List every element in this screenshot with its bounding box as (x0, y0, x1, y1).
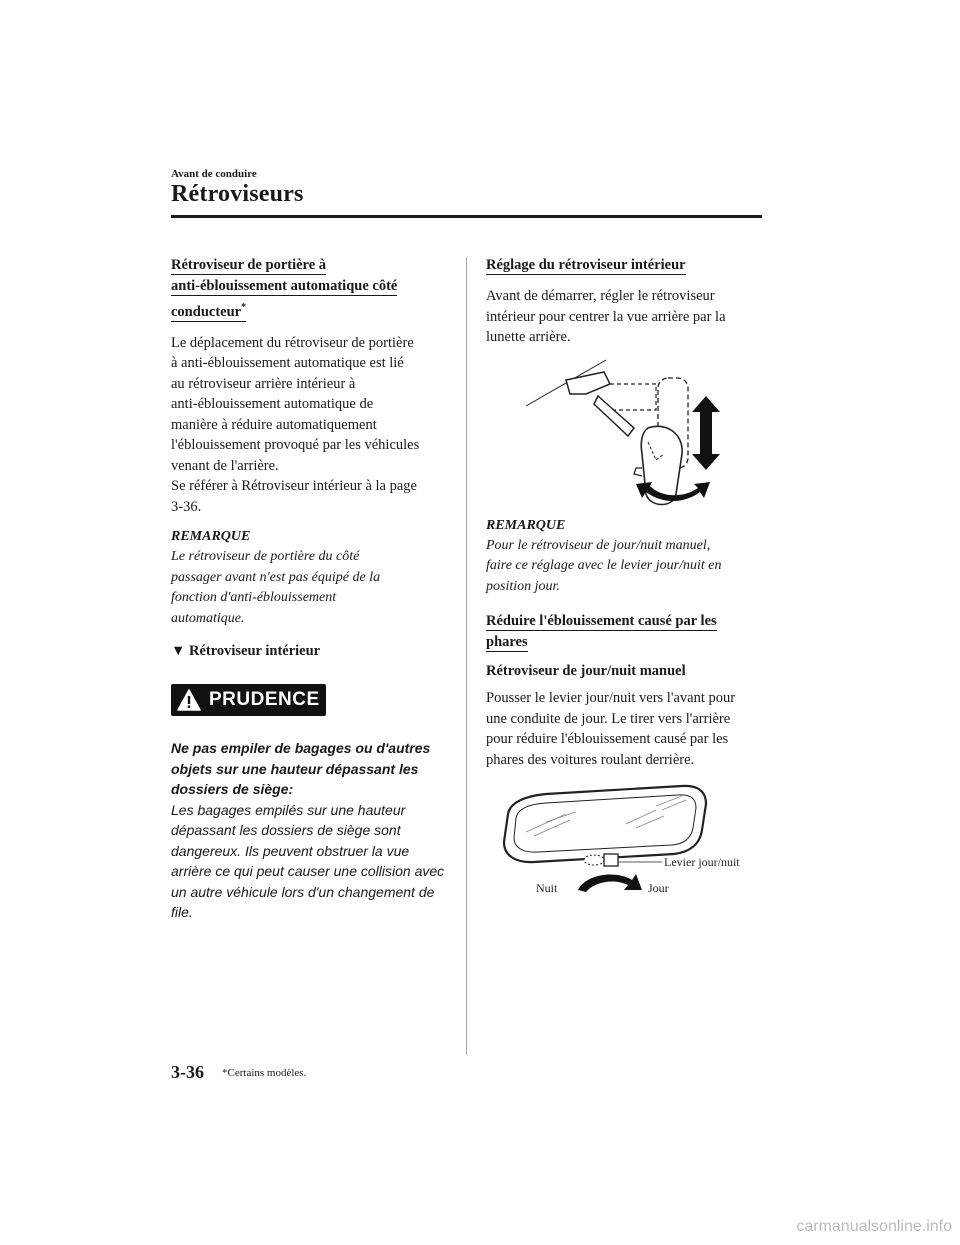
subheading-manual-mirror: Rétroviseur de jour/nuit manuel (486, 663, 686, 679)
note-title: REMARQUE (171, 529, 251, 545)
heading-reduce-glare: Réduire l'éblouissement causé par les phares (486, 613, 717, 650)
mirror-adjust-figure (486, 358, 764, 508)
page-number: 3-36 (171, 1062, 204, 1082)
heading-auto-dimming-door-mirror: Rétroviseur de portière à anti-éblouissement automatique côté conducteur* (171, 257, 398, 320)
column-divider (466, 257, 467, 1055)
day-night-lever-figure (486, 782, 764, 902)
heading-adjust-interior-mirror: Réglage du rétroviseur intérieur (486, 257, 686, 273)
chapter-title: Rétroviseurs (171, 181, 304, 207)
day-label: Jour (648, 881, 669, 895)
warning-triangle-icon (177, 689, 201, 711)
caution-body: Les bagages empilés sur une hauteur dépassant les dossiers de siège sont dangereux. Ils peuvent obstruer la vue arrière ce qui peut causer une collision avec un autre véhicule lors d'un changement de file. (171, 801, 445, 921)
right-column (486, 255, 764, 902)
paragraph-door-mirror: Le déplacement du rétroviseur de portière à anti-éblouissement automatique est lié au rétroviseur arrière intérieur à anti-éblouissement automatique de manière à réduire automatiquement l'éblouissement provoqué par les véhicules venant de l'arrière. Se référer à Rétroviseur intérieur à la page 3-36. (171, 334, 420, 515)
footnote: *Certains modèles. (222, 1067, 307, 1079)
note-body: Le rétroviseur de portière du côté passager avant n'est pas équipé de la fonction d'anti-éblouissement automatique. (171, 549, 381, 626)
caution-badge (171, 684, 326, 716)
header-rule (171, 215, 762, 218)
watermark: carmanualsonline.info (796, 1218, 952, 1235)
night-label: Nuit (536, 881, 558, 895)
paragraph-day-night: Pousser le levier jour/nuit vers l'avant pour une conduite de jour. Le tirer vers l'arrière pour réduire l'éblouissement causé par les phares des voitures roulant derrière. (486, 690, 736, 768)
caution-warning: Ne pas empiler de bagages ou d'autres objets sur une hauteur dépassant les dossiers de siège: (171, 740, 431, 798)
subsection-interior-mirror: ▼ Rétroviseur intérieur (171, 643, 321, 660)
paragraph-adjust-mirror: Avant de démarrer, régler le rétroviseur intérieur pour centrer la vue arrière par la lunette arrière. (486, 288, 726, 345)
lever-label: Levier jour/nuit (664, 855, 740, 869)
note-title-right: REMARQUE (486, 517, 566, 533)
section-label: Avant de conduire (171, 168, 257, 180)
note-body-right: Pour le rétroviseur de jour/nuit manuel, faire ce réglage avec le levier jour/nuit en position jour. (486, 537, 722, 594)
caution-label: PRUDENCE (209, 689, 320, 711)
left-column (171, 255, 449, 923)
